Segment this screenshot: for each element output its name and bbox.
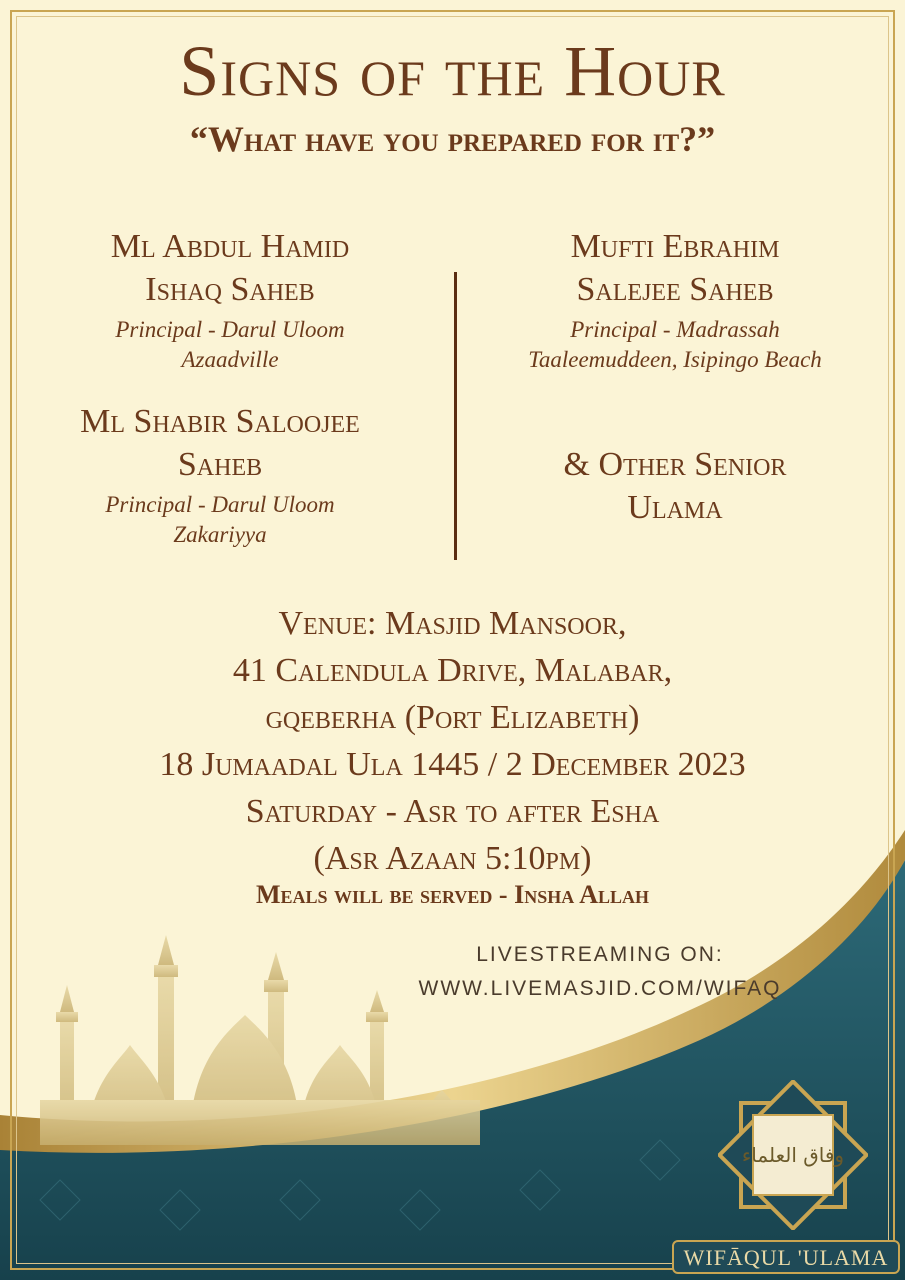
livestream-link[interactable]: WWW.LIVEMASJID.COM/WIFAQ [418,977,782,1000]
livestream-label: LIVESTREAMING ON: [476,943,724,966]
speaker-card [475,225,875,375]
event-time: Saturday - Asr to after Esha [245,793,660,830]
poster-subtitle: “What have you prepared for it?” [189,119,716,159]
speaker-name: Ulama [627,489,723,526]
meals-note: Meals will be served - Insha Allah [255,880,650,909]
speaker-role: Zakariyya [173,522,267,547]
speaker-name: Ml Abdul Hamid [110,228,350,265]
speaker-role: Azaadville [181,347,279,372]
logo-arabic-text: وفاق العلماء [741,1143,845,1167]
azaan-time: (Asr Azaan 5:10pm) [313,840,592,877]
org-name: WIFĀQUL 'ULAMA [672,1240,900,1274]
speaker-card [30,225,430,375]
livestream-info [340,938,860,1006]
column-divider [454,272,457,560]
speaker-role: Taaleemuddeen, Isipingo Beach [528,347,822,372]
speaker-name: Ml Shabir Saloojee [80,403,360,440]
speaker-name: & Other Senior [563,446,787,483]
venue-line: 41 Calendula Drive, Malabar, [232,652,673,689]
speaker-name: Ishaq Saheb [145,271,315,308]
speaker-name: Salejee Saheb [576,271,774,308]
poster-title: Signs of the Hour [179,31,726,111]
speaker-name: Saheb [177,446,263,483]
event-date: 18 Jumaadal Ula 1445 / 2 December 2023 [159,746,746,783]
venue-line: Venue: Masjid Mansoor, [278,605,627,642]
wifaq-logo-icon [718,1080,868,1230]
speaker-role: Principal - Darul Uloom [105,492,335,517]
speaker-card [20,400,420,550]
other-speakers [465,443,885,529]
speaker-role: Principal - Madrassah [570,317,780,342]
speaker-role: Principal - Darul Uloom [115,317,345,342]
speaker-name: Mufti Ebrahim [570,228,780,265]
venue-line: gqeberha (Port Elizabeth) [265,699,640,736]
event-details [0,600,905,882]
